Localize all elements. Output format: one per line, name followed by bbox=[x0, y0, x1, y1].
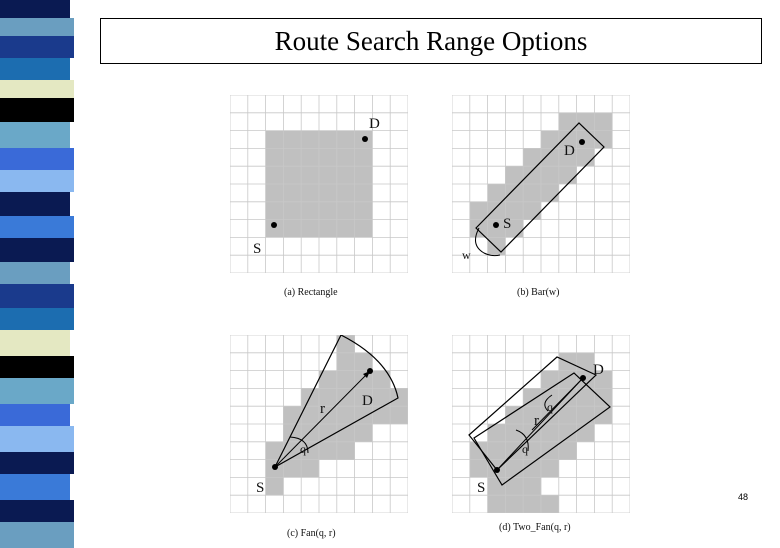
start-point bbox=[272, 464, 278, 470]
search-cell bbox=[390, 406, 408, 424]
search-cell bbox=[541, 148, 559, 166]
start-point bbox=[494, 467, 500, 473]
stripe-block bbox=[0, 58, 70, 80]
start-point bbox=[493, 222, 499, 228]
slide-title: Route Search Range Options bbox=[274, 25, 588, 56]
search-cell bbox=[577, 131, 595, 149]
search-cell bbox=[488, 184, 506, 202]
search-cell bbox=[301, 202, 319, 220]
search-cell bbox=[355, 220, 373, 238]
search-cell bbox=[505, 424, 523, 442]
angle-label-2: q bbox=[547, 400, 553, 414]
search-cell bbox=[488, 495, 506, 513]
start-label: S bbox=[477, 480, 486, 496]
search-cell bbox=[594, 113, 612, 131]
search-cell bbox=[337, 184, 355, 202]
stripe-block bbox=[0, 500, 74, 522]
search-cell bbox=[541, 424, 559, 442]
search-cell bbox=[301, 148, 319, 166]
start-label: S bbox=[253, 241, 262, 257]
search-cell bbox=[319, 166, 337, 184]
dest-label: D bbox=[593, 362, 604, 378]
search-cell bbox=[541, 166, 559, 184]
dest-label: D bbox=[362, 393, 373, 409]
search-cell bbox=[541, 460, 559, 478]
stripe-block bbox=[0, 452, 74, 474]
search-cell bbox=[337, 220, 355, 238]
search-cell bbox=[266, 477, 284, 495]
search-cell bbox=[301, 460, 319, 478]
search-cell bbox=[301, 166, 319, 184]
figure-two-fan bbox=[452, 335, 630, 518]
width-label: w bbox=[462, 248, 471, 262]
figure-fan bbox=[230, 335, 408, 518]
search-cell bbox=[488, 442, 506, 460]
search-cell bbox=[301, 220, 319, 238]
stripe-block bbox=[0, 284, 74, 308]
search-cell bbox=[577, 148, 595, 166]
search-cell bbox=[337, 148, 355, 166]
angle-label: q bbox=[300, 442, 306, 456]
search-cell bbox=[372, 406, 390, 424]
search-cell bbox=[390, 388, 408, 406]
search-cell bbox=[337, 388, 355, 406]
caption-bar: (b) Bar(w) bbox=[517, 287, 560, 298]
search-cell bbox=[301, 424, 319, 442]
search-cell bbox=[319, 148, 337, 166]
dest-point bbox=[579, 139, 585, 145]
search-cell bbox=[523, 495, 541, 513]
search-cell bbox=[505, 166, 523, 184]
search-cell bbox=[355, 424, 373, 442]
stripe-block bbox=[0, 378, 74, 404]
search-cell bbox=[559, 166, 577, 184]
search-cell bbox=[301, 131, 319, 149]
stripe-block bbox=[0, 98, 74, 122]
stripe-block bbox=[0, 0, 70, 18]
search-cell bbox=[283, 460, 301, 478]
search-cell bbox=[577, 113, 595, 131]
dest-label: D bbox=[369, 116, 380, 132]
search-cell bbox=[523, 202, 541, 220]
search-cell bbox=[283, 220, 301, 238]
search-cell bbox=[337, 202, 355, 220]
search-cell bbox=[283, 166, 301, 184]
search-cell bbox=[523, 148, 541, 166]
search-cell bbox=[266, 184, 284, 202]
stripe-block bbox=[0, 522, 74, 548]
search-cell bbox=[505, 406, 523, 424]
search-cell bbox=[319, 424, 337, 442]
search-cell bbox=[319, 442, 337, 460]
search-cell bbox=[283, 406, 301, 424]
page-number: 48 bbox=[738, 492, 749, 502]
dest-point bbox=[580, 375, 586, 381]
search-cell bbox=[541, 184, 559, 202]
search-cell bbox=[594, 388, 612, 406]
search-cell bbox=[337, 406, 355, 424]
search-cell bbox=[541, 495, 559, 513]
figure-rectangle bbox=[230, 95, 408, 278]
search-cell bbox=[266, 202, 284, 220]
search-cell bbox=[488, 477, 506, 495]
start-point bbox=[271, 222, 277, 228]
search-cell bbox=[355, 148, 373, 166]
dest-label: D bbox=[564, 143, 575, 159]
search-cell bbox=[505, 184, 523, 202]
search-cell bbox=[337, 131, 355, 149]
search-cell bbox=[523, 477, 541, 495]
search-cell bbox=[337, 166, 355, 184]
stripe-block bbox=[0, 170, 74, 192]
stripe-block bbox=[0, 238, 74, 262]
search-cell bbox=[355, 353, 373, 371]
search-cell bbox=[266, 442, 284, 460]
stripe-block bbox=[0, 262, 70, 284]
search-cell bbox=[523, 166, 541, 184]
search-cell bbox=[283, 184, 301, 202]
title-box bbox=[100, 18, 762, 64]
bar-diagram bbox=[452, 95, 630, 273]
search-cell bbox=[488, 237, 506, 255]
radius-label: r bbox=[320, 401, 325, 417]
caption-two-fan: (d) Two_Fan(q, r) bbox=[499, 522, 571, 533]
search-cell bbox=[488, 424, 506, 442]
search-cell bbox=[266, 131, 284, 149]
rectangle-diagram bbox=[230, 95, 408, 273]
stripe-block bbox=[0, 330, 70, 356]
caption-rectangle: (a) Rectangle bbox=[284, 287, 338, 298]
search-cell bbox=[505, 460, 523, 478]
search-cell bbox=[523, 184, 541, 202]
stripe-block bbox=[0, 474, 70, 500]
search-cell bbox=[283, 148, 301, 166]
search-cell bbox=[559, 388, 577, 406]
stripe-block bbox=[0, 36, 74, 58]
search-cell bbox=[283, 202, 301, 220]
stripe-block bbox=[0, 356, 74, 378]
search-cell bbox=[319, 202, 337, 220]
search-cell bbox=[337, 371, 355, 389]
search-cell bbox=[355, 202, 373, 220]
search-cell bbox=[541, 371, 559, 389]
caption-fan: (c) Fan(q, r) bbox=[287, 528, 336, 539]
dest-point bbox=[362, 136, 368, 142]
search-cell bbox=[559, 442, 577, 460]
search-cell bbox=[355, 166, 373, 184]
decorative-stripe bbox=[0, 0, 74, 540]
stripe-block bbox=[0, 216, 74, 238]
search-cell bbox=[337, 442, 355, 460]
stripe-block bbox=[0, 192, 70, 216]
search-cell bbox=[319, 131, 337, 149]
two-fan-diagram bbox=[452, 335, 630, 513]
stripe-block bbox=[0, 148, 74, 170]
search-cell bbox=[283, 131, 301, 149]
search-cell bbox=[355, 184, 373, 202]
stripe-block bbox=[0, 308, 74, 330]
search-cell bbox=[266, 148, 284, 166]
stripe-block bbox=[0, 122, 70, 148]
fan-diagram bbox=[230, 335, 408, 513]
search-cell bbox=[505, 495, 523, 513]
angle-label-1: q bbox=[522, 442, 528, 456]
stripe-block bbox=[0, 80, 74, 98]
search-cell bbox=[594, 406, 612, 424]
stripe-block bbox=[0, 18, 74, 36]
search-cell bbox=[470, 202, 488, 220]
search-cell bbox=[470, 460, 488, 478]
search-cell bbox=[319, 184, 337, 202]
stripe-block bbox=[0, 404, 70, 426]
radius-label-1: r bbox=[534, 413, 539, 429]
stripe-block bbox=[0, 426, 74, 452]
search-cell bbox=[577, 424, 595, 442]
search-cell bbox=[523, 388, 541, 406]
figure-bar bbox=[452, 95, 630, 278]
start-label: S bbox=[503, 216, 512, 232]
search-cell bbox=[337, 353, 355, 371]
search-cell bbox=[319, 220, 337, 238]
start-label: S bbox=[256, 480, 265, 496]
search-cell bbox=[577, 406, 595, 424]
dest-point bbox=[367, 368, 373, 374]
search-cell bbox=[301, 184, 319, 202]
search-cell bbox=[266, 166, 284, 184]
